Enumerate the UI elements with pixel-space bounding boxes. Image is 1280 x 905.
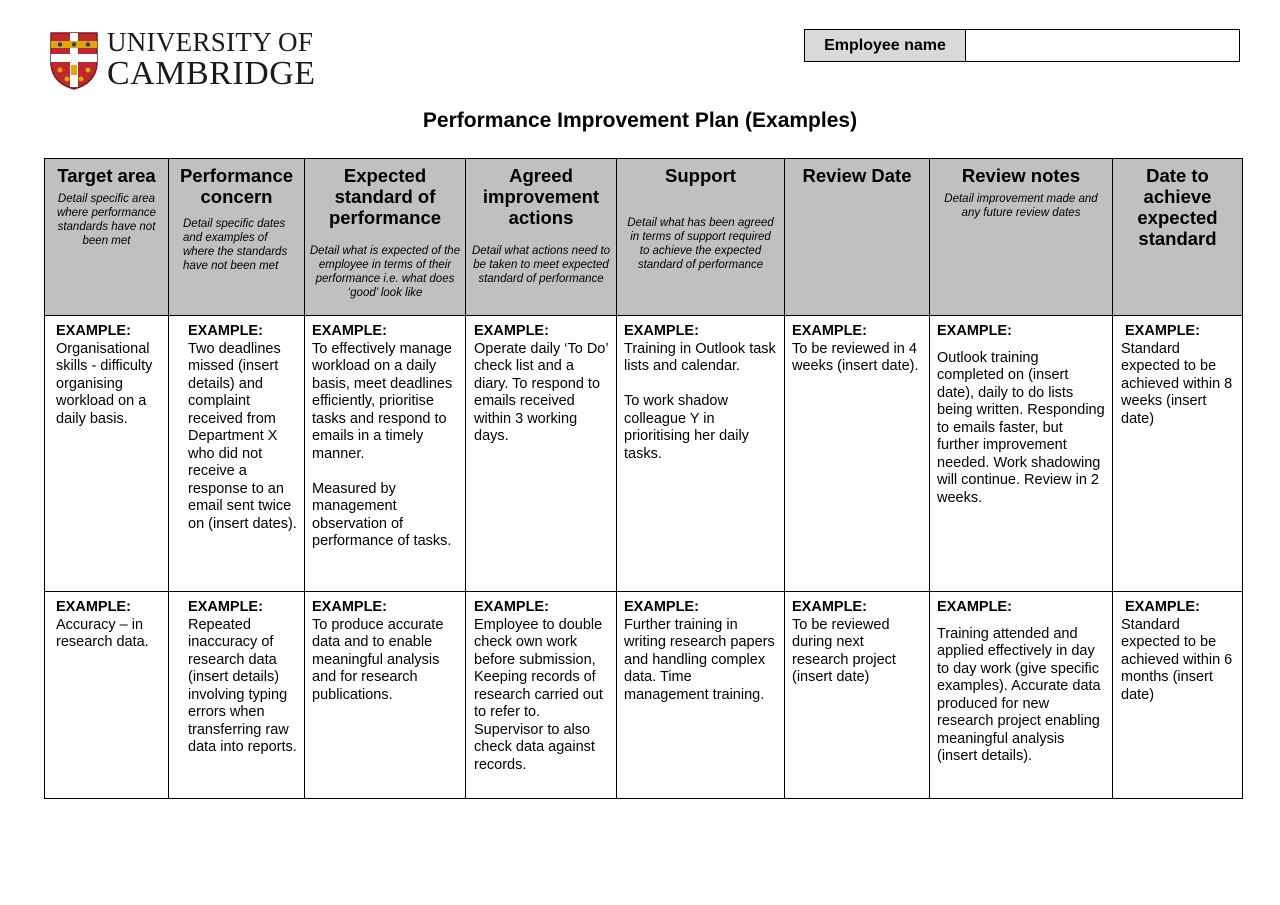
column-header: Target area Detail specific area where performance standards have not been met <box>45 159 169 316</box>
table-cell: EXAMPLE: Training attended and applied effectively in day to day work (give specific examples). Accurate data produced for new research project enabling meaningful analysis (insert details). <box>930 592 1113 799</box>
employee-name-input[interactable] <box>966 30 1239 61</box>
table-cell: EXAMPLE: To effectively manage workload on a daily basis, meet deadlines efficiently, prioritise tasks and respond to emails in a timely manner. Measured by management observation of performance of tasks. <box>305 316 466 592</box>
employee-name-field <box>804 29 1240 62</box>
table-cell: EXAMPLE: To be reviewed during next research project (insert date) <box>785 592 930 799</box>
column-header: Support Detail what has been agreed in terms of support required to achieve the expected standard of performance <box>617 159 785 316</box>
table-cell: EXAMPLE: Standard expected to be achieved within 8 weeks (insert date) <box>1113 316 1243 592</box>
table-cell: EXAMPLE: Accuracy – in research data. <box>45 592 169 799</box>
table-cell: EXAMPLE: Organisational skills - difficulty organising workload on a daily basis. <box>45 316 169 592</box>
header-row <box>45 159 1243 316</box>
table-cell: EXAMPLE: To produce accurate data and to enable meaningful analysis and for research publications. <box>305 592 466 799</box>
table-cell: EXAMPLE: To be reviewed in 4 weeks (insert date). <box>785 316 930 592</box>
table-cell: EXAMPLE: Standard expected to be achieved within 6 months (insert date) <box>1113 592 1243 799</box>
column-header: Review notes Detail improvement made and any future review dates <box>930 159 1113 316</box>
table-cell: EXAMPLE: Outlook training completed on (insert date), daily to do lists being written. Responding to emails faster, but further improvement needed. Work shadowing will continue. Review in 2 weeks. <box>930 316 1113 592</box>
table-cell: EXAMPLE: Training in Outlook task lists and calendar. To work shadow colleague Y in prioritising her daily tasks. <box>617 316 785 592</box>
table-cell: EXAMPLE: Repeated inaccuracy of research data (insert details) involving typing errors when transferring raw data into reports. <box>169 592 305 799</box>
employee-name-label: Employee name <box>805 30 966 61</box>
logo-line1: UNIVERSITY OF <box>107 27 314 57</box>
table-row <box>45 592 1243 799</box>
university-logo <box>48 27 328 92</box>
logo-line2: CAMBRIDGE <box>107 55 316 92</box>
column-header: Date to achieve expected standard <box>1113 159 1243 316</box>
table-cell: EXAMPLE: Operate daily ‘To Do’ check list and a diary. To respond to emails received within 3 working days. <box>466 316 617 592</box>
performance-plan-table <box>44 158 1243 799</box>
table-cell: EXAMPLE: Further training in writing research papers and handling complex data. Time management training. <box>617 592 785 799</box>
table-row <box>45 316 1243 592</box>
column-header: Agreed improvement actions Detail what actions need to be taken to meet expected standard of performance <box>466 159 617 316</box>
table-cell: EXAMPLE: Employee to double check own work before submission, Keeping records of research carried out to refer to. Supervisor to also check data against records. <box>466 592 617 799</box>
table-cell: EXAMPLE: Two deadlines missed (insert details) and complaint received from Department X who did not receive a response to an email sent twice on (insert dates). <box>169 316 305 592</box>
column-header: Expected standard of performance Detail what is expected of the employee in terms of their performance i.e. what does ‘good’ look like <box>305 159 466 316</box>
university-crest-icon <box>50 32 98 90</box>
column-header: Performance concern Detail specific dates and examples of where the standards have not been met <box>169 159 305 316</box>
page-title: Performance Improvement Plan (Examples) <box>422 109 858 132</box>
column-header: Review Date <box>785 159 930 316</box>
